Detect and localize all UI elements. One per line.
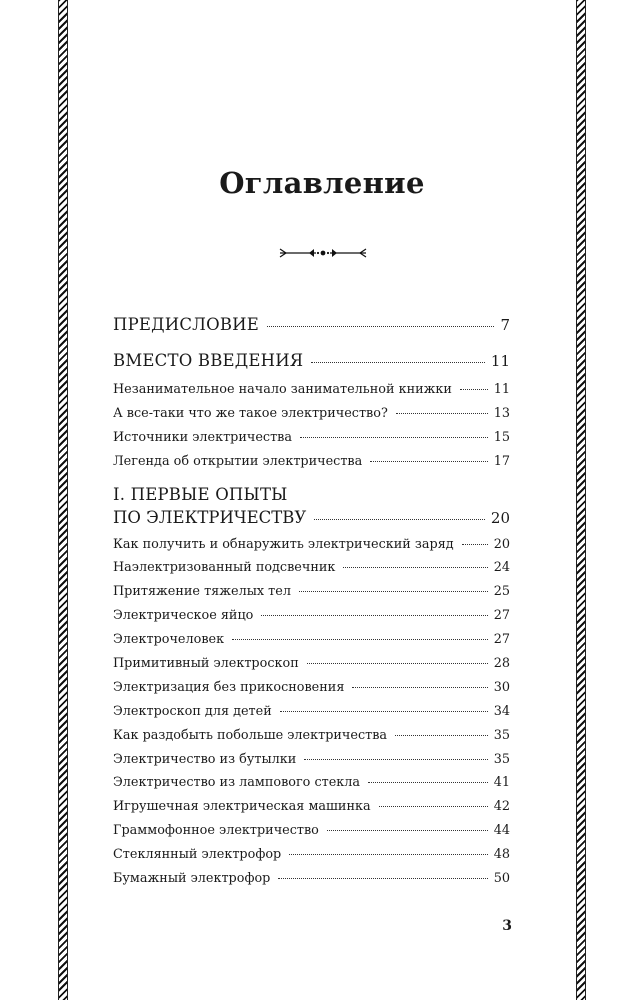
toc-label: Электрочеловек bbox=[113, 632, 225, 648]
dot-leader bbox=[300, 437, 488, 438]
dot-leader bbox=[280, 711, 488, 712]
dot-leader bbox=[314, 519, 485, 520]
toc-label: Легенда об открытии электричества bbox=[113, 453, 363, 469]
toc-page: 15 bbox=[493, 429, 510, 445]
toc-entry-chapter1[interactable] bbox=[113, 484, 510, 530]
toc-page: 13 bbox=[493, 405, 510, 421]
toc-entry[interactable] bbox=[113, 652, 510, 676]
toc-label: ВМЕСТО ВВЕДЕНИЯ bbox=[113, 351, 304, 370]
toc-entry[interactable] bbox=[113, 556, 510, 580]
dot-leader bbox=[327, 830, 488, 831]
toc-entry[interactable] bbox=[113, 378, 510, 402]
toc-page: 27 bbox=[493, 608, 510, 624]
toc-label: Наэлектризованный подсвечник bbox=[113, 560, 336, 576]
dot-leader bbox=[368, 782, 488, 783]
toc-page: 50 bbox=[493, 871, 510, 887]
decorative-border-right bbox=[576, 0, 586, 1000]
toc-entry[interactable] bbox=[113, 676, 510, 700]
toc-page: 11 bbox=[490, 352, 510, 370]
toc-page: 27 bbox=[493, 632, 510, 648]
toc-entry[interactable] bbox=[113, 724, 510, 748]
decorative-border-left bbox=[58, 0, 68, 1000]
dot-leader bbox=[352, 687, 487, 688]
toc-label: Примитивный электроскоп bbox=[113, 656, 299, 672]
dot-leader bbox=[396, 413, 488, 414]
toc-page: 42 bbox=[493, 799, 510, 815]
toc-intro-items bbox=[113, 378, 510, 474]
dot-leader bbox=[261, 615, 487, 616]
dot-leader bbox=[232, 639, 488, 640]
toc-page: 28 bbox=[493, 656, 510, 672]
toc-chapter-title-line2 bbox=[113, 506, 510, 530]
toc-entry[interactable] bbox=[113, 426, 510, 450]
dot-leader bbox=[395, 735, 488, 736]
toc-label: Игрушечная электрическая машинка bbox=[113, 799, 371, 815]
dot-leader bbox=[460, 389, 488, 390]
toc-label: Притяжение тяжелых тел bbox=[113, 584, 291, 600]
dot-leader bbox=[343, 567, 487, 568]
toc-chapter-title-line1: I. ПЕРВЫЕ ОПЫТЫ bbox=[113, 484, 288, 504]
toc-page: 34 bbox=[493, 703, 510, 719]
toc-label: Как раздобыть побольше электричества bbox=[113, 727, 388, 743]
toc-label: Стеклянный электрофор bbox=[113, 847, 282, 863]
toc-label: Электричество из лампового стекла bbox=[113, 775, 361, 791]
toc-label: ПРЕДИСЛОВИЕ bbox=[113, 315, 260, 334]
toc-label: Незанимательное начало занимательной книжки bbox=[113, 382, 452, 397]
toc-entry[interactable] bbox=[113, 628, 510, 652]
toc-entry[interactable] bbox=[113, 748, 510, 772]
page-number: 3 bbox=[502, 918, 512, 934]
toc-label: А все-таки что же такое электричество? bbox=[113, 405, 388, 421]
toc-label: Как получить и обнаружить электрический заряд bbox=[113, 536, 454, 552]
toc-entry[interactable] bbox=[113, 533, 510, 557]
toc-entry[interactable] bbox=[113, 604, 510, 628]
toc-entry[interactable] bbox=[113, 450, 510, 474]
toc-page: 20 bbox=[493, 536, 510, 552]
toc-page: 25 bbox=[493, 584, 510, 600]
dot-leader bbox=[304, 759, 487, 760]
toc-label: Электроскоп для детей bbox=[113, 703, 272, 719]
toc-entry[interactable] bbox=[113, 771, 510, 795]
toc-page: 30 bbox=[493, 679, 510, 695]
toc-page: 24 bbox=[493, 560, 510, 576]
toc-page: 35 bbox=[493, 727, 510, 743]
dot-leader bbox=[311, 362, 485, 363]
dot-leader bbox=[267, 326, 494, 327]
toc-entry[interactable] bbox=[113, 819, 510, 843]
dot-leader bbox=[299, 591, 488, 592]
toc-page: 7 bbox=[500, 316, 510, 334]
dot-leader bbox=[289, 854, 487, 855]
toc-entry[interactable] bbox=[113, 867, 510, 891]
toc-label: ПО ЭЛЕКТРИЧЕСТВУ bbox=[113, 507, 307, 527]
toc-entry[interactable] bbox=[113, 580, 510, 604]
toc-entry-intro[interactable] bbox=[113, 344, 510, 378]
ornament-divider-icon bbox=[278, 246, 368, 260]
toc-label: Бумажный электрофор bbox=[113, 871, 271, 887]
toc-chapter1-items bbox=[113, 533, 510, 891]
toc-entry-preface[interactable] bbox=[113, 308, 510, 342]
dot-leader bbox=[278, 878, 487, 879]
toc-entry[interactable] bbox=[113, 700, 510, 724]
toc-entry[interactable] bbox=[113, 843, 510, 867]
toc-label: Источники электричества bbox=[113, 429, 293, 445]
table-of-contents bbox=[113, 308, 510, 891]
dot-leader bbox=[462, 544, 488, 545]
toc-label: Граммофонное электричество bbox=[113, 823, 319, 839]
dot-leader bbox=[307, 663, 488, 664]
toc-page: 41 bbox=[493, 775, 510, 791]
toc-entry[interactable] bbox=[113, 795, 510, 819]
dot-leader bbox=[379, 806, 488, 807]
toc-page: 48 bbox=[493, 847, 510, 863]
toc-page: 17 bbox=[493, 453, 510, 469]
page-title: Оглавление bbox=[219, 166, 425, 200]
toc-page: 20 bbox=[490, 508, 510, 527]
toc-label: Электризация без прикосновения bbox=[113, 679, 345, 695]
toc-page: 35 bbox=[493, 751, 510, 767]
toc-label: Электричество из бутылки bbox=[113, 751, 297, 767]
toc-entry[interactable] bbox=[113, 402, 510, 426]
toc-page: 44 bbox=[493, 823, 510, 839]
toc-label: Электрическое яйцо bbox=[113, 608, 254, 624]
toc-page: 11 bbox=[493, 382, 510, 397]
dot-leader bbox=[370, 461, 487, 462]
